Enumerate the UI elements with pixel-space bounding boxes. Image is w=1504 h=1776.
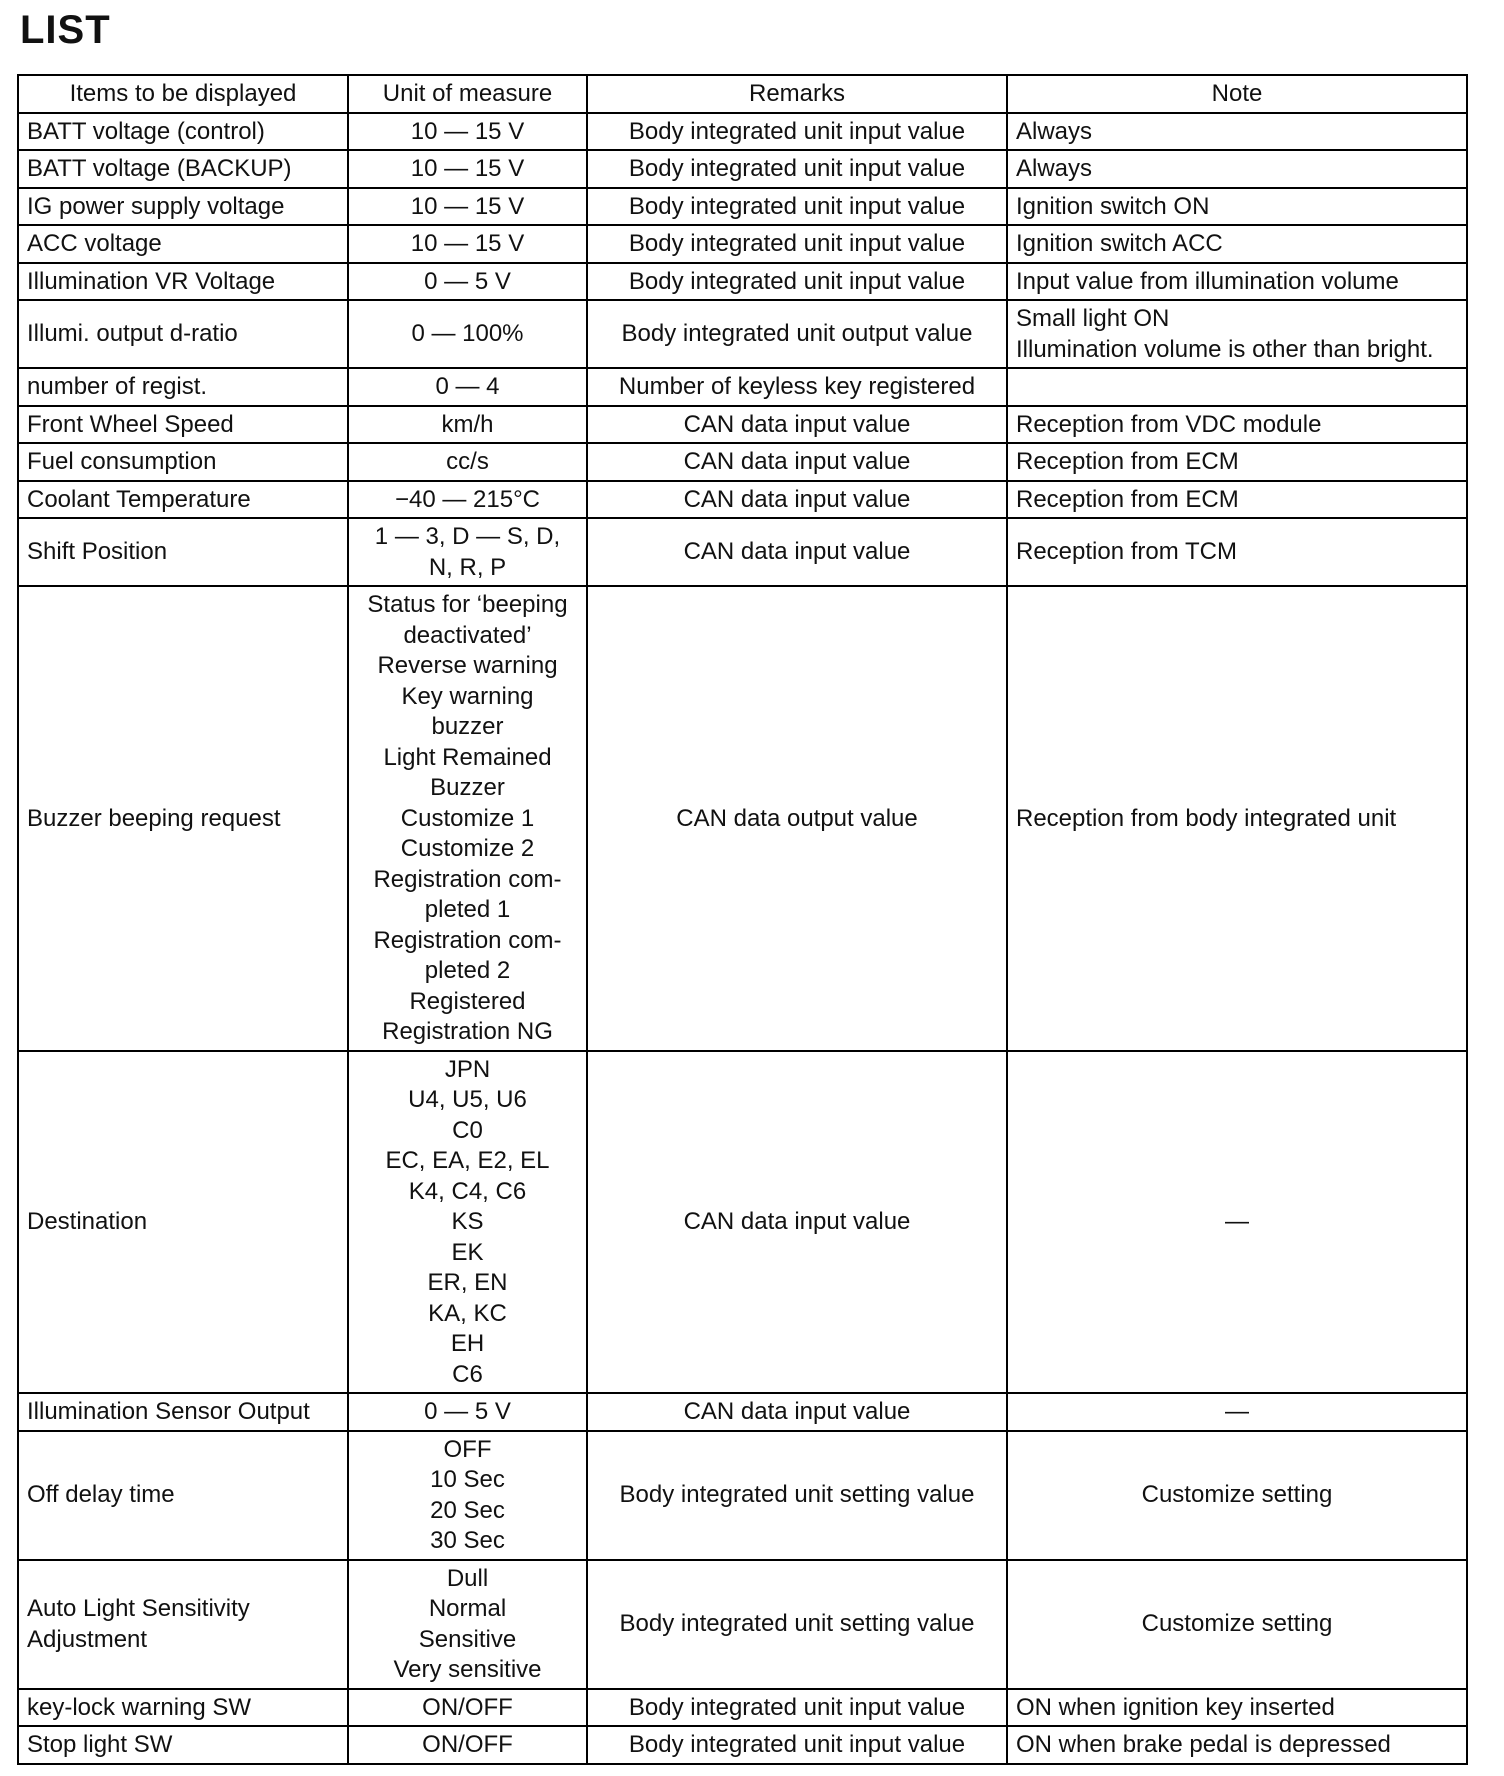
unit-cell-line: cc/s: [446, 448, 489, 475]
unit-cell: [348, 1560, 587, 1689]
unit-cell-line: C0: [452, 1116, 483, 1144]
item-cell: [18, 368, 348, 406]
unit-cell-line: Reverse warning: [377, 652, 558, 679]
unit-cell-line: km/h: [441, 410, 494, 438]
remarks-cell: Body integrated unit input value: [587, 225, 1007, 263]
note-cell-line: [1016, 372, 1458, 403]
note-cell-line: Reception from ECM: [1016, 485, 1239, 513]
unit-cell-line: Registration com-: [373, 926, 562, 954]
item-cell-line: Auto Light Sensitivity: [27, 1595, 250, 1622]
unit-cell-line: pleted 1: [424, 896, 511, 923]
remarks-cell: CAN data output value: [587, 586, 1007, 1051]
unit-cell: [348, 1051, 587, 1394]
unit-cell: [348, 150, 587, 188]
item-cell-line: Illumination VR Voltage: [27, 267, 276, 295]
unit-cell: [348, 113, 587, 151]
note-cell: [1007, 1431, 1467, 1560]
table-row: [18, 368, 1467, 406]
table-body: [18, 113, 1467, 1764]
item-cell: [18, 1431, 348, 1560]
unit-cell: [348, 368, 587, 406]
unit-cell-line: N, R, P: [428, 553, 507, 581]
remarks-cell: Number of keyless key registered: [587, 368, 1007, 406]
unit-cell-line: −40 — 215°C: [394, 485, 541, 513]
item-cell-line: Buzzer beeping request: [27, 804, 281, 832]
unit-cell-line: 0 — 5 V: [424, 267, 511, 295]
note-cell-line: Reception from body integrated unit: [1016, 804, 1397, 832]
note-cell-line: Always: [1016, 117, 1093, 145]
remarks-cell: CAN data input value: [587, 1393, 1007, 1431]
remarks-cell: CAN data input value: [587, 406, 1007, 444]
unit-cell-line: Customize 1: [400, 804, 535, 832]
remarks-cell: CAN data input value: [587, 1051, 1007, 1394]
unit-cell-line: 1 — 3, D — S, D,: [374, 523, 561, 550]
note-cell-line: Reception from ECM: [1016, 448, 1239, 475]
unit-cell-line: Dull: [446, 1564, 489, 1592]
unit-cell: [348, 300, 587, 368]
unit-cell-line: Registration com-: [373, 865, 562, 893]
unit-cell: [348, 406, 587, 444]
item-cell-line: Illumi. output d-ratio: [27, 320, 238, 348]
item-cell: [18, 518, 348, 586]
item-cell-line: Stop light SW: [27, 1731, 173, 1758]
item-cell: [18, 113, 348, 151]
header-unit: Unit of measure: [348, 75, 587, 113]
unit-cell-line: ER, EN: [427, 1269, 508, 1296]
note-cell: [1007, 1393, 1467, 1431]
note-cell-line: Ignition switch ACC: [1016, 230, 1223, 257]
note-cell-line: Input value from illumination volume: [1016, 267, 1399, 295]
header-row: [18, 75, 1467, 113]
unit-cell-line: KA, KC: [428, 1299, 507, 1327]
unit-cell-line: 10 — 15 V: [410, 155, 525, 182]
unit-cell-line: C6: [452, 1360, 483, 1388]
table-header: [18, 75, 1467, 113]
unit-cell-line: JPN: [444, 1055, 491, 1083]
unit-cell-line: 10 — 15 V: [410, 117, 525, 145]
unit-cell-line: OFF: [443, 1435, 492, 1463]
note-cell-line: —: [1225, 1208, 1249, 1235]
remarks-cell: Body integrated unit output value: [587, 300, 1007, 368]
note-cell: [1007, 1560, 1467, 1689]
unit-cell-line: 0 — 4: [435, 373, 500, 400]
item-cell-line: BATT voltage (control): [27, 117, 265, 145]
table-row: [18, 1431, 1467, 1560]
note-cell: [1007, 443, 1467, 481]
note-cell: [1007, 586, 1467, 1051]
note-cell: [1007, 188, 1467, 226]
unit-cell: [348, 1431, 587, 1560]
remarks-cell: Body integrated unit input value: [587, 113, 1007, 151]
remarks-cell: CAN data input value: [587, 443, 1007, 481]
unit-cell-line: Customize 2: [400, 835, 535, 862]
unit-cell-line: Key warning: [401, 682, 534, 710]
item-cell: [18, 1393, 348, 1431]
item-cell-line: ACC voltage: [27, 230, 162, 257]
item-cell-line: BATT voltage (BACKUP): [27, 155, 292, 182]
item-cell-line: Adjustment: [27, 1625, 148, 1653]
unit-cell-line: 10 — 15 V: [410, 192, 525, 220]
table-row: [18, 586, 1467, 1051]
unit-cell-line: K4, C4, C6: [408, 1177, 527, 1205]
note-cell: [1007, 481, 1467, 519]
unit-cell-line: U4, U5, U6: [408, 1086, 527, 1113]
note-cell-line: Small light ON: [1016, 305, 1170, 332]
remarks-cell: CAN data input value: [587, 518, 1007, 586]
item-cell: [18, 150, 348, 188]
table-row: [18, 1051, 1467, 1394]
unit-cell-line: EK: [451, 1238, 484, 1266]
header-items: Items to be displayed: [18, 75, 348, 113]
note-cell: [1007, 225, 1467, 263]
item-cell: [18, 1051, 348, 1394]
unit-cell: [348, 1393, 587, 1431]
note-cell: [1007, 1051, 1467, 1394]
note-cell-line: Always: [1016, 155, 1093, 182]
item-cell-line: number of regist.: [27, 373, 208, 400]
unit-cell-line: KS: [451, 1208, 484, 1235]
unit-cell-line: EH: [450, 1330, 485, 1357]
item-cell-line: Front Wheel Speed: [27, 410, 234, 438]
unit-cell: [348, 1689, 587, 1727]
unit-cell-line: EC, EA, E2, EL: [385, 1147, 550, 1174]
page-title: LIST: [20, 8, 111, 52]
item-cell: [18, 1726, 348, 1764]
item-cell: [18, 443, 348, 481]
unit-cell-line: buzzer: [431, 713, 504, 740]
unit-cell-line: 30 Sec: [430, 1527, 505, 1554]
item-cell-line: Fuel consumption: [27, 448, 217, 475]
item-cell-line: key-lock warning SW: [27, 1693, 252, 1721]
note-cell: [1007, 150, 1467, 188]
unit-cell-line: pleted 2: [424, 957, 511, 984]
remarks-cell: Body integrated unit input value: [587, 1689, 1007, 1727]
note-cell-line: Customize setting: [1141, 1610, 1333, 1638]
remarks-cell: Body integrated unit setting value: [587, 1560, 1007, 1689]
table-row: [18, 300, 1467, 368]
item-cell: [18, 1560, 348, 1689]
unit-cell: [348, 263, 587, 301]
unit-cell-line: 0 — 5 V: [424, 1398, 511, 1425]
remarks-cell: Body integrated unit input value: [587, 150, 1007, 188]
table-row: [18, 518, 1467, 586]
unit-cell-line: deactivated’: [403, 621, 532, 649]
unit-cell-line: Very sensitive: [393, 1656, 542, 1683]
note-cell-line: Ignition switch ON: [1016, 192, 1210, 220]
unit-cell-line: ON/OFF: [422, 1731, 513, 1758]
item-cell: [18, 481, 348, 519]
item-cell: [18, 406, 348, 444]
item-cell: [18, 1689, 348, 1727]
note-cell: [1007, 1726, 1467, 1764]
table-row: [18, 113, 1467, 151]
unit-cell-line: ON/OFF: [422, 1693, 513, 1721]
item-cell-line: Illumination Sensor Output: [27, 1398, 310, 1425]
item-cell: [18, 188, 348, 226]
note-cell-line: ON when brake pedal is depressed: [1016, 1731, 1391, 1758]
unit-cell-line: Status for ‘beeping: [367, 591, 568, 618]
data-list-table: [17, 74, 1468, 1765]
remarks-cell: Body integrated unit input value: [587, 188, 1007, 226]
unit-cell: [348, 443, 587, 481]
unit-cell: [348, 188, 587, 226]
table-row: [18, 1726, 1467, 1764]
table-row: [18, 263, 1467, 301]
unit-cell: [348, 586, 587, 1051]
table-row: [18, 1689, 1467, 1727]
table-row: [18, 150, 1467, 188]
table-row: [18, 188, 1467, 226]
unit-cell: [348, 481, 587, 519]
table-row: [18, 225, 1467, 263]
note-cell: [1007, 518, 1467, 586]
note-cell-line: Customize setting: [1141, 1481, 1333, 1509]
note-cell-line: Illumination volume is other than bright.: [1016, 335, 1434, 363]
note-cell-line: Reception from VDC module: [1016, 410, 1322, 438]
note-cell: [1007, 406, 1467, 444]
unit-cell-line: Normal: [428, 1595, 507, 1622]
unit-cell-line: Buzzer: [430, 774, 505, 801]
unit-cell-line: Registered: [409, 987, 526, 1015]
item-cell-line: Shift Position: [27, 538, 168, 566]
unit-cell-line: Registration NG: [382, 1018, 553, 1045]
note-cell: [1007, 368, 1467, 406]
unit-cell: [348, 225, 587, 263]
item-cell-line: Destination: [27, 1208, 148, 1235]
unit-cell-line: 20 Sec: [430, 1496, 505, 1524]
remarks-cell: CAN data input value: [587, 481, 1007, 519]
table-row: [18, 481, 1467, 519]
note-cell: [1007, 263, 1467, 301]
table-row: [18, 443, 1467, 481]
table-row: [18, 1393, 1467, 1431]
note-cell-line: ON when ignition key inserted: [1016, 1693, 1335, 1721]
item-cell: [18, 263, 348, 301]
item-cell: [18, 586, 348, 1051]
note-cell: [1007, 300, 1467, 368]
unit-cell-line: Light Remained: [383, 743, 552, 771]
item-cell: [18, 225, 348, 263]
unit-cell-line: 10 — 15 V: [410, 230, 525, 257]
header-remarks: Remarks: [587, 75, 1007, 113]
header-note: Note: [1007, 75, 1467, 113]
unit-cell: [348, 518, 587, 586]
item-cell-line: Coolant Temperature: [27, 485, 251, 513]
table-row: [18, 1560, 1467, 1689]
unit-cell-line: Sensitive: [418, 1625, 517, 1653]
unit-cell-line: 0 — 100%: [411, 320, 524, 348]
remarks-cell: Body integrated unit setting value: [587, 1431, 1007, 1560]
note-cell-line: —: [1225, 1398, 1249, 1425]
table-row: [18, 406, 1467, 444]
item-cell-line: Off delay time: [27, 1481, 175, 1509]
remarks-cell: Body integrated unit input value: [587, 1726, 1007, 1764]
item-cell: [18, 300, 348, 368]
note-cell-line: Reception from TCM: [1016, 538, 1237, 566]
remarks-cell: Body integrated unit input value: [587, 263, 1007, 301]
unit-cell: [348, 1726, 587, 1764]
item-cell-line: IG power supply voltage: [27, 192, 285, 220]
unit-cell-line: 10 Sec: [430, 1466, 505, 1493]
note-cell: [1007, 1689, 1467, 1727]
note-cell: [1007, 113, 1467, 151]
